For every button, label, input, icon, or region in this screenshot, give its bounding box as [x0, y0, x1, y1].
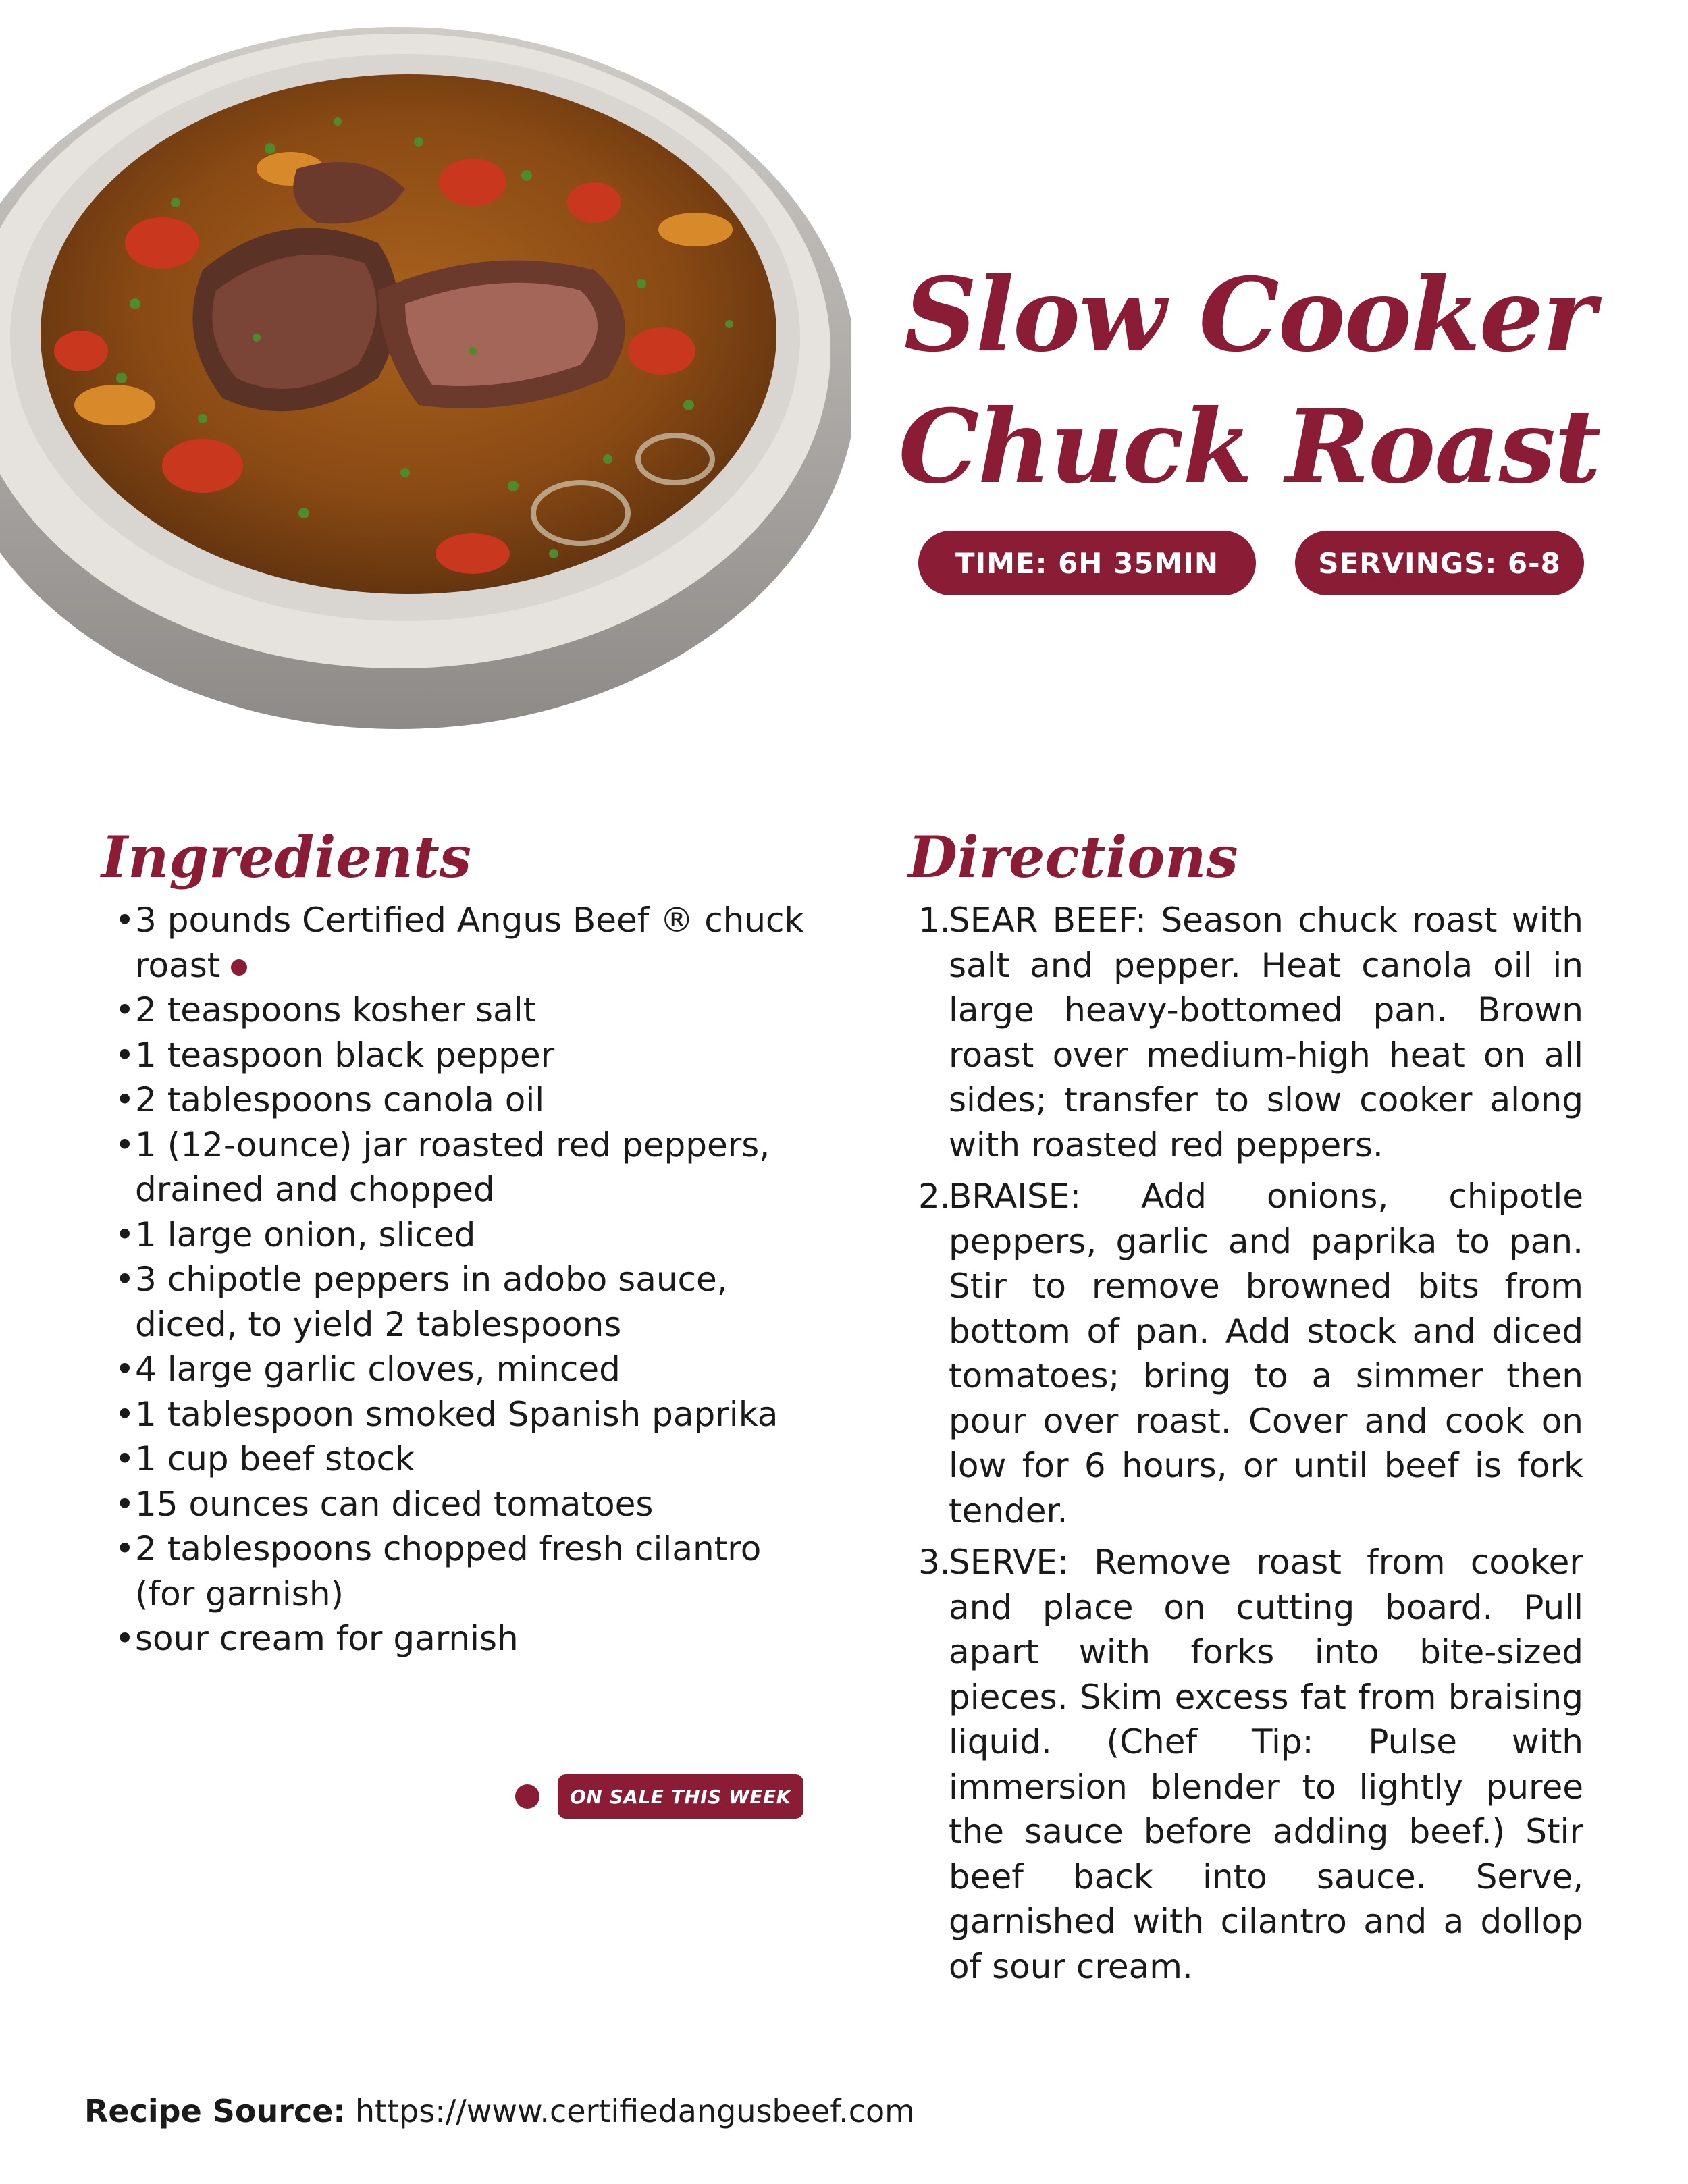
ingredient-item: • 3 pounds Certified Angus Beef ® chuck roast	[115, 898, 817, 988]
ingredient-item: • 1 tablespoon smoked Spanish paprika	[115, 1392, 817, 1437]
sale-indicator-icon	[231, 959, 247, 976]
step-text: BRAISE: Add onions, chipotle peppers, garlic and paprika to pan. Stir to remove browned bits from bottom of pan. Add stock and diced tomatoes; bring to a simmer then pour over roast. Cover and cook on low for 6 hours, or until beef is fork tender.	[949, 1177, 1583, 1530]
ingredient-item: • 4 large garlic cloves, minced	[115, 1347, 817, 1392]
sale-dot-icon	[515, 1784, 539, 1809]
title-line-1: Slow Cooker	[903, 256, 1595, 375]
on-sale-badge: ON SALE THIS WEEK	[558, 1774, 803, 1819]
step-number: 2.	[918, 1177, 951, 1216]
ingredient-item: • sour cream for garnish	[115, 1616, 817, 1661]
ingredient-item: • 3 chipotle peppers in adobo sauce, diced, to yield 2 tablespoons	[115, 1257, 817, 1347]
recipe-photo	[0, 0, 851, 756]
ingredient-item: • 2 tablespoons chopped fresh cilantro (for garnish)	[115, 1526, 817, 1616]
step-number: 3.	[918, 1543, 951, 1582]
ingredient-item: • 2 teaspoons kosher salt	[115, 988, 817, 1033]
ingredients-heading: Ingredients	[101, 824, 472, 890]
ingredient-item: • 1 teaspoon black pepper	[115, 1033, 817, 1078]
ingredient-item: • 15 ounces can diced tomatoes	[115, 1482, 817, 1527]
direction-step	[918, 898, 1583, 1167]
directions-list	[918, 898, 1583, 1996]
step-text: SERVE: Remove roast from cooker and place on cutting board. Pull apart with forks into bite-sized pieces. Skim excess fat from braising liquid. (Chef Tip: Pulse with immersion blender to lightly puree the sauce before adding beef.) Stir beef back into sauce. Serve, garnished with cilantro and a dollop of sour cream.	[949, 1543, 1583, 1986]
ingredient-item: • 2 tablespoons canola oil	[115, 1077, 817, 1123]
direction-step	[918, 1540, 1583, 1989]
ingredient-item: • 1 large onion, sliced	[115, 1213, 817, 1258]
source-url-link[interactable]: https://www.certifiedangusbeef.com	[354, 2093, 915, 2129]
source-label: Recipe Source:	[84, 2093, 346, 2129]
time-badge: TIME: 6H 35MIN	[918, 531, 1256, 595]
title-line-2: Chuck Roast	[898, 388, 1600, 506]
step-number: 1.	[918, 901, 951, 940]
step-text: SEAR BEEF: Season chuck roast with salt and pepper. Heat canola oil in large heavy-bottomed pan. Brown roast over medium-high heat on all sides; transfer to slow cooker along with roasted red peppers.	[949, 901, 1583, 1165]
recipe-title	[878, 250, 1620, 513]
ingredients-list	[115, 898, 817, 1661]
ingredient-item: • 1 cup beef stock	[115, 1437, 817, 1482]
ingredient-item: • 1 (12-ounce) jar roasted red peppers, drained and chopped	[115, 1123, 817, 1213]
servings-badge: SERVINGS: 6-8	[1295, 531, 1584, 595]
recipe-source	[84, 2093, 915, 2129]
direction-step	[918, 1174, 1583, 1533]
directions-heading: Directions	[908, 824, 1238, 890]
